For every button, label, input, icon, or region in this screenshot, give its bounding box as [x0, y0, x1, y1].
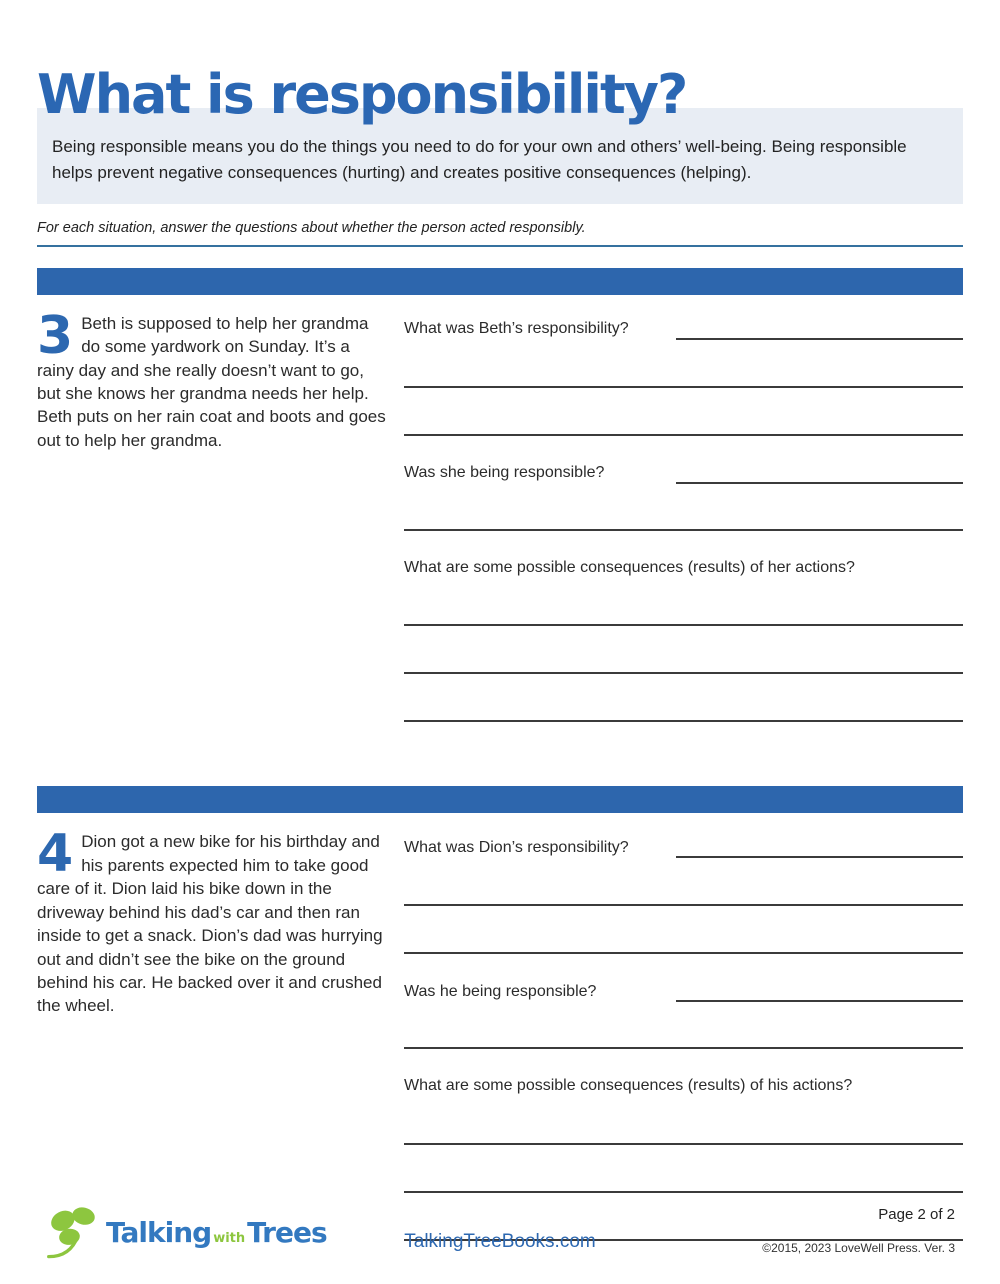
answer-line[interactable] — [404, 1145, 963, 1193]
logo-word-talking: Talking — [106, 1216, 212, 1249]
answer-line[interactable] — [676, 458, 963, 484]
section-4-story-text: Dion got a new bike for his birthday and his parents expected him to take good care of it. Dion laid his bike down in the driveway behind his dad’s car and then ran inside to get a snack. Dion’s dad was hurrying out and didn’t see the bike on the ground behind his car. He backed over it and crushed the wheel. — [37, 832, 383, 1016]
question-row — [404, 314, 963, 340]
answer-line[interactable] — [404, 858, 963, 906]
answer-line[interactable] — [404, 674, 963, 722]
answer-line[interactable] — [404, 388, 963, 436]
question-row — [404, 976, 963, 1002]
section-3-number: 3 — [37, 305, 74, 366]
question-row — [404, 832, 963, 858]
question-label: Was he being responsible? — [404, 982, 597, 1000]
logo-word-with: with — [213, 1231, 246, 1246]
answer-line[interactable] — [404, 626, 963, 674]
logo-word-trees: Trees — [247, 1216, 327, 1249]
section-3-story-text: Beth is supposed to help her grandma do some yardwork on Sunday. It’s a rainy day and she really doesn’t want to go, but she knows her grandma needs her help. Beth puts on her rain coat and boots and goes out to help her grandma. — [37, 313, 386, 450]
question-label: What was Dion’s responsibility? — [404, 838, 629, 856]
section-4-story — [37, 824, 389, 1241]
answer-line[interactable] — [676, 832, 963, 858]
page-number: Page 2 of 2 — [878, 1206, 955, 1223]
answer-line[interactable] — [404, 1002, 963, 1049]
answer-line[interactable] — [404, 340, 963, 388]
instruction-text: For each situation, answer the questions about whether the person acted responsibly. — [37, 220, 963, 247]
answer-line[interactable] — [404, 578, 963, 626]
section-4-questions — [404, 830, 963, 1241]
answer-line[interactable] — [404, 484, 963, 531]
question-row — [404, 458, 963, 484]
section-3 — [37, 268, 963, 723]
answer-line[interactable] — [676, 976, 963, 1002]
page-title: What is responsibility? — [37, 63, 687, 126]
answer-line[interactable] — [404, 906, 963, 954]
answer-line[interactable] — [404, 1097, 963, 1145]
question-label: Was she being responsible? — [404, 464, 605, 482]
website-link[interactable]: TalkingTreeBooks.com — [404, 1231, 596, 1252]
intro-text: Being responsible means you do the things you need to do for your own and others’ well-being. Being responsible helps prevent negative consequences (hurting) and creates positive consequences (helping). — [52, 137, 907, 182]
question-label: What are some possible consequences (results) of his actions? — [404, 1077, 853, 1095]
copyright-text: ©2015, 2023 LoveWell Press. Ver. 3 — [762, 1241, 955, 1255]
answer-line[interactable] — [676, 314, 963, 340]
section-4-number: 4 — [37, 824, 74, 885]
section-4-header-bar — [37, 786, 963, 813]
section-4 — [37, 786, 963, 1241]
section-3-story — [37, 305, 389, 723]
section-3-header-bar — [37, 268, 963, 295]
section-3-questions — [404, 312, 963, 723]
question-label: What are some possible consequences (results) of her actions? — [404, 558, 855, 576]
question-label: What was Beth’s responsibility? — [404, 320, 629, 338]
